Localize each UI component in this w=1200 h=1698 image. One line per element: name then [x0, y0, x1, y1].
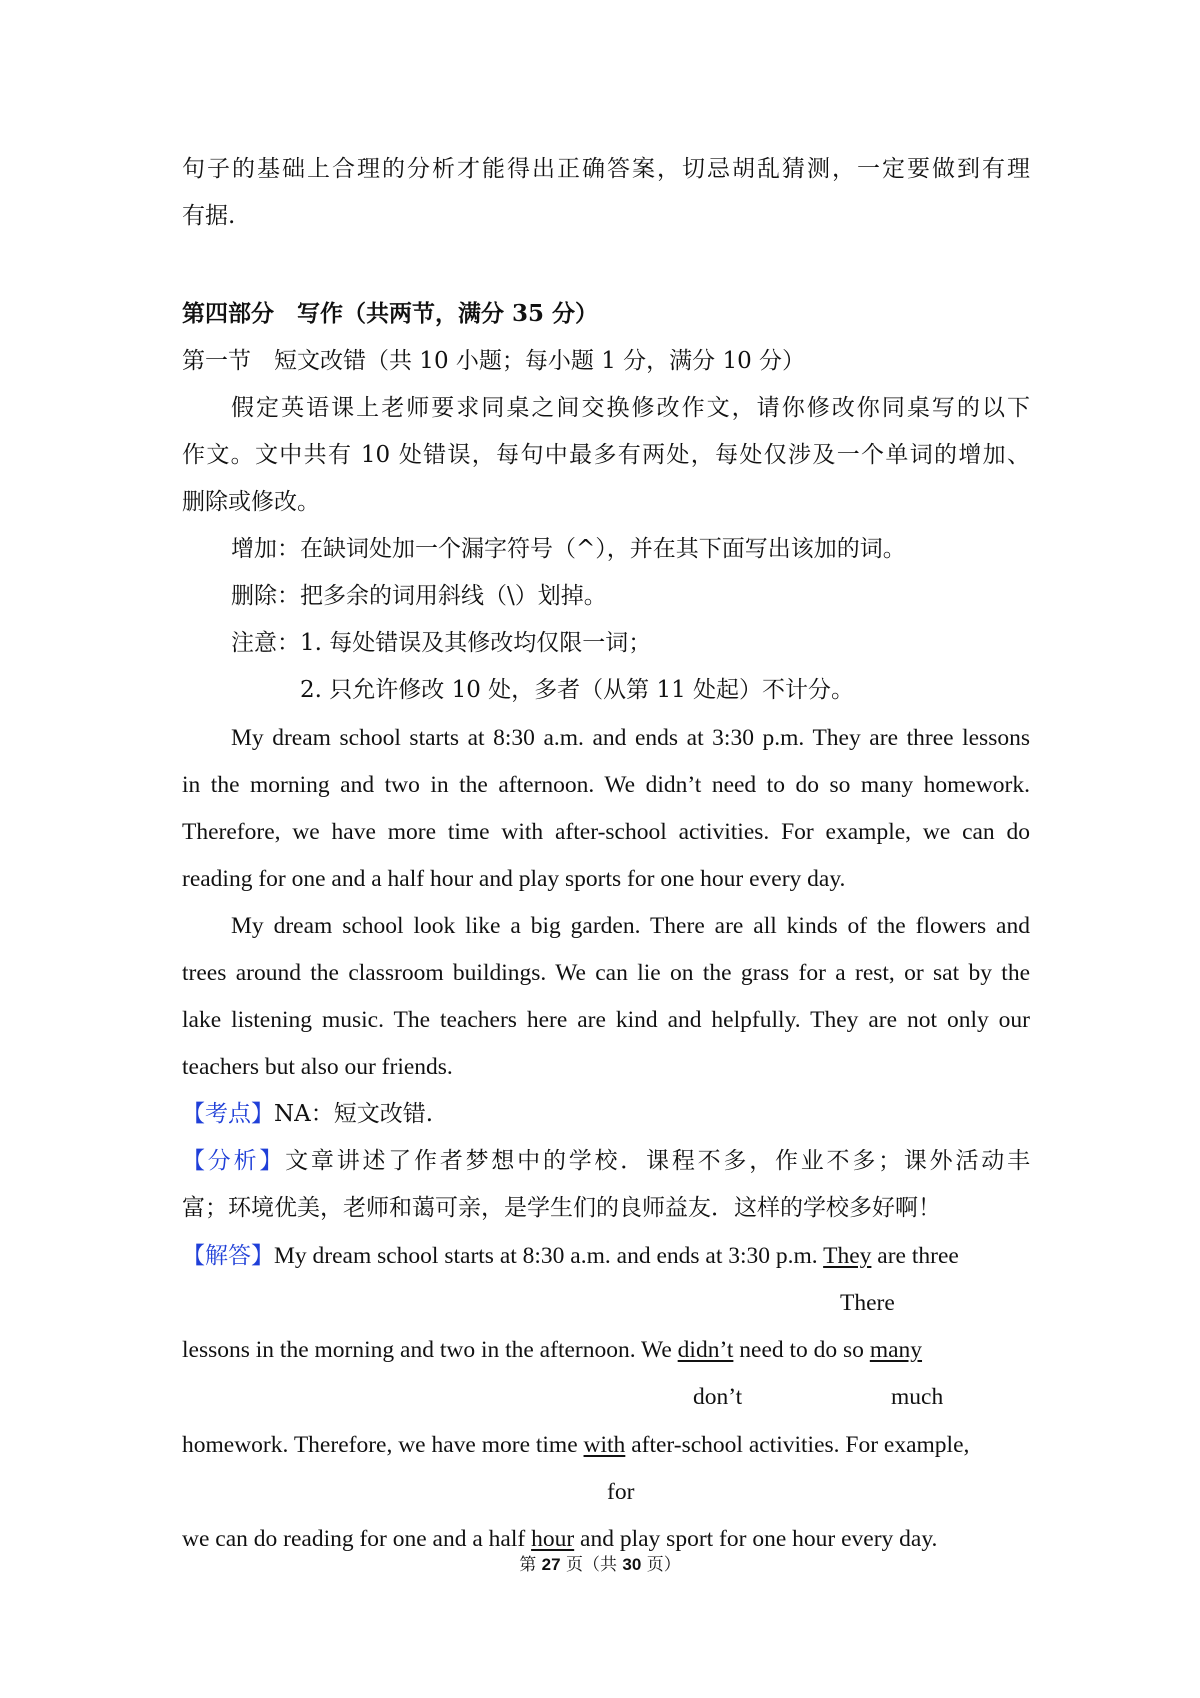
text-line: 句子的基础上合理的分析才能得出正确答案，切忌胡乱猜测，一定要做到有理	[182, 156, 1030, 182]
page-footer	[0, 1553, 1200, 1577]
footer-suffix: 页）	[641, 1555, 681, 1575]
answer-line	[182, 1232, 1030, 1280]
page-number: 27	[541, 1555, 561, 1574]
error-word: with	[583, 1432, 626, 1458]
total-pages: 30	[622, 1555, 642, 1574]
instruction-line: 作文。文中共有 10 处错误，每句中最多有两处，每处仅涉及一个单词的增加、	[182, 442, 1030, 468]
answer-text: homework. Therefore, we have more time	[182, 1432, 584, 1458]
answer-text: need to do so	[733, 1337, 870, 1363]
instruction-line: 假定英语课上老师要求同桌之间交换修改作文，请你修改你同桌写的以下	[231, 395, 1030, 421]
footer-prefix: 第	[519, 1555, 542, 1575]
answer-text: we can do reading for one and a half	[182, 1526, 532, 1552]
section-heading: 第一节 短文改错（共 10 小题；每小题 1 分，满分 10 分）	[182, 348, 806, 374]
instruction-line: 删除或修改。	[182, 489, 320, 515]
kaodian-tag: 【考点】	[182, 1101, 274, 1127]
answer-text: after-school activities. For example,	[625, 1432, 970, 1458]
text-line: 有据.	[182, 203, 236, 229]
passage-line: Therefore, we have more time with after-school activities. For example, we can do	[182, 819, 1030, 845]
jieda-tag: 【解答】	[182, 1243, 274, 1269]
instruction-delete: 删除：把多余的词用斜线（\）划掉。	[231, 583, 607, 609]
passage-line: My dream school look like a big garden. There are all kinds of the flowers and	[231, 913, 1030, 939]
passage-line: trees around the classroom buildings. We can lie on the grass for a rest, or sat by the	[182, 960, 1030, 986]
fenxi-line	[182, 1137, 1030, 1185]
passage-line: lake listening music. The teachers here are kind and helpfully. They are not only our	[182, 1007, 1030, 1033]
fenxi-text: 文章讲述了作者梦想中的学校．课程不多，作业不多；课外活动丰	[285, 1148, 1030, 1174]
passage-line: My dream school starts at 8:30 a.m. and ends at 3:30 p.m. They are three lessons	[231, 725, 1030, 751]
instruction-add: 增加：在缺词处加一个漏字符号（^），并在其下面写出该加的词。	[231, 536, 906, 562]
footer-middle: 页（共	[560, 1555, 623, 1575]
note-line: 注意：1. 每处错误及其修改均仅限一词；	[231, 630, 652, 656]
passage-line: reading for one and a half hour and play sports for one hour every day.	[182, 866, 846, 892]
answer-text: and play sport for one hour every day.	[574, 1526, 938, 1552]
answer-text: My dream school starts at 8:30 a.m. and ends at 3:30 p.m.	[274, 1243, 824, 1269]
correction-word: for	[607, 1479, 635, 1505]
error-word: They	[823, 1243, 872, 1269]
fenxi-line: 富；环境优美，老师和蔼可亲，是学生们的良师益友．这样的学校多好啊！	[182, 1195, 941, 1221]
part-heading: 第四部分 写作（共两节，满分 35 分）	[182, 300, 599, 327]
error-word: hour	[531, 1526, 575, 1552]
note-line: 2. 只允许修改 10 处，多者（从第 11 处起）不计分。	[300, 677, 855, 703]
answer-text: lessons in the morning and two in the afternoon. We	[182, 1337, 678, 1363]
kaodian-line	[182, 1090, 1030, 1138]
answer-text: are three	[871, 1243, 959, 1269]
correction-word: much	[891, 1384, 944, 1410]
answer-line	[182, 1421, 1030, 1469]
error-word: many	[869, 1337, 923, 1363]
passage-line: in the morning and two in the afternoon. We didn’t need to do so many homework.	[182, 772, 1030, 798]
correction-word: There	[840, 1290, 895, 1316]
kaodian-text: NA：短文改错.	[274, 1101, 434, 1127]
correction-word: don’t	[693, 1384, 743, 1410]
error-word: didn’t	[677, 1337, 734, 1363]
answer-line	[182, 1326, 1030, 1374]
passage-line: teachers but also our friends.	[182, 1054, 453, 1080]
fenxi-tag: 【分析】	[182, 1148, 286, 1174]
